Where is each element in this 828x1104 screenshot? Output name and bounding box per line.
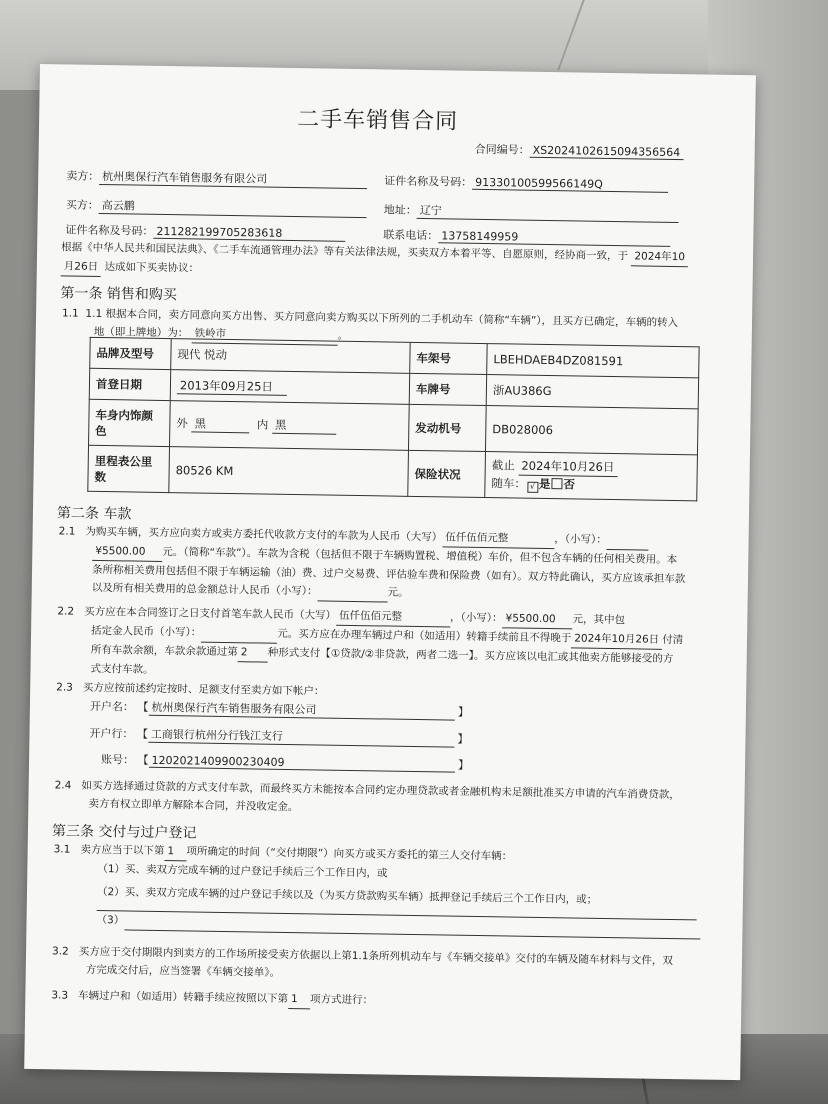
seller-cert-label: 证件名称及号码： xyxy=(384,174,473,189)
clause-text: 如买方选择通过贷款的方式支付车款，而最终买方未能按本合同约定办理贷款或者金融机构未足额批准买方申请的汽车消费贷款， xyxy=(81,779,680,802)
clause-3-1 xyxy=(53,840,512,884)
clause-text: 。 xyxy=(337,329,349,342)
seller-row xyxy=(66,167,367,189)
vin-label: 车架号 xyxy=(410,342,487,374)
seller-cert-row xyxy=(384,172,668,192)
clause-item: （2）买、卖双方完成车辆的过户登记手续以及（为买方贷款购买车辆）抵押登记手续后三个工作日内，或； xyxy=(96,885,598,906)
mileage-value: 80526 KM xyxy=(169,447,409,497)
contract-paper xyxy=(24,64,756,1080)
reg-date-cell xyxy=(170,370,409,405)
final-payment-date: 2024年10月26日 xyxy=(571,629,662,649)
buyer-phone-label: 联系电话： xyxy=(383,228,439,243)
clause-number: 2.3 xyxy=(56,681,74,694)
clause-text: 为购买车辆，买方应向卖方或卖方委托代收款方支付的车款为人民币（大写） xyxy=(85,525,443,544)
bracket: 【 xyxy=(137,700,149,714)
exterior-label: 外 xyxy=(176,416,188,431)
clause-3-1-item-2 xyxy=(53,882,597,909)
clause-number: 2.2 xyxy=(57,605,75,618)
clause-text: 1.1 根据本合同，卖方同意向买方出售、买方同意向卖方购买以下所列的二手机动车（简称“车辆”），且买方已确定，车辆的转入 xyxy=(85,307,679,330)
clause-text: 括定金人民币（小写）： xyxy=(91,624,202,639)
article-1-heading: 第一条 销售和购买 xyxy=(60,285,177,304)
preamble-text: 达成如下买卖协议： xyxy=(104,261,200,275)
clause-item: （3） xyxy=(96,913,125,927)
clause-text: 付清 xyxy=(662,633,684,647)
clause-2-4 xyxy=(54,776,680,822)
clause-text: 卖方应当于以下第 xyxy=(80,843,165,858)
brand-label: 品牌及型号 xyxy=(90,337,171,369)
blank-line xyxy=(124,911,700,939)
clause-text: ，（小写）： xyxy=(449,611,503,625)
clause-3-3 xyxy=(51,986,373,1010)
engine-label: 发动机号 xyxy=(408,404,486,451)
first-payment-uppercase: 伍仟伍佰元整 xyxy=(336,607,450,628)
clause-text: 元，其中包 xyxy=(572,613,626,627)
clause-text: ，（小写）： xyxy=(554,533,607,546)
account-number-row xyxy=(101,751,469,773)
mileage-label: 里程表公里数 xyxy=(88,445,170,492)
exterior-color: 黑 xyxy=(191,415,249,433)
first-payment-small: ¥5500.00 xyxy=(502,609,572,629)
blank-line xyxy=(607,531,649,551)
buyer-address-value: 辽宁 xyxy=(417,202,679,223)
insurance-follow-label: 随车： xyxy=(491,476,527,491)
contract-number xyxy=(475,141,684,160)
buyer-phone-value: 13758149959 xyxy=(438,229,670,247)
plate-label: 车牌号 xyxy=(409,373,486,405)
clause-text: 项所确定的时间（“交付期限”）向买方或买方委托的第三人交付车辆： xyxy=(186,845,513,863)
clause-text: 种形式支付【①贷款/②非贷款，两者二选一】。买方应该以电汇或其他卖方能够接受的方 xyxy=(267,646,674,666)
interior-label: 内 xyxy=(256,417,269,432)
document-title: 二手车销售合同 xyxy=(296,107,459,135)
insurance-label: 保险状况 xyxy=(408,450,486,497)
buyer-address-label: 地址： xyxy=(383,203,417,217)
clause-text: 以及所有相关费用的总金额总计人民币（小写）： xyxy=(91,581,318,598)
vehicle-info-table xyxy=(87,337,699,502)
clause-number: 3.1 xyxy=(53,843,71,856)
account-bank-label: 开户行： xyxy=(89,726,134,741)
reg-date-value: 2013年09月25日 xyxy=(177,377,287,396)
transfer-place: 铁岭市 xyxy=(191,324,337,345)
clause-text: 条所称相关费用包括但不限于车辆运输（油）费、过户交易费、评估验车费和保险费（如有）。双方特此确认，买方应该承担车款 xyxy=(91,563,686,586)
account-name-value: 杭州奥保行汽车销售服务有限公司 xyxy=(148,699,454,721)
clause-text: 式支付车款。 xyxy=(90,662,154,676)
interior-color: 黑 xyxy=(272,417,336,435)
clause-text: 买方应在本合同签订之日支付首笔车款人民币（大写） xyxy=(84,605,337,622)
bracket: 】 xyxy=(457,732,469,746)
bracket: 【 xyxy=(136,727,149,741)
account-bank-row xyxy=(89,725,468,748)
clause-text: 项方式进行： xyxy=(309,993,374,1007)
clause-text: 地（即上牌地）为： xyxy=(93,325,189,340)
account-number-label: 账号： xyxy=(100,753,135,767)
seller-label: 卖方： xyxy=(66,169,100,183)
seller-cert-value: 91330100599566149Q xyxy=(472,176,668,193)
reg-date-label: 首登日期 xyxy=(89,368,170,400)
preamble-date: 2024年10 xyxy=(631,247,688,267)
clause-text: 买方应按前述约定按时、足额支付至卖方如下帐户： xyxy=(82,681,325,698)
clause-number: 2.1 xyxy=(58,525,76,538)
clause-text: 所有车款余额，车款余款通过第 xyxy=(90,643,238,659)
clause-number: 2.4 xyxy=(54,779,72,792)
color-label: 车身内饰颜色 xyxy=(89,399,171,446)
contract-number-value: XS2024102615094356564 xyxy=(530,144,684,160)
clause-3-2 xyxy=(52,942,673,988)
account-number-value: 1202021409900230409 xyxy=(148,754,454,773)
bracket: 【 xyxy=(137,753,149,767)
clause-text: 元。 xyxy=(387,586,409,599)
article-2-heading: 第二条 车款 xyxy=(56,505,132,523)
buyer-name: 高云鹏 xyxy=(99,197,367,218)
article-3-heading: 第三条 交付与过户登记 xyxy=(51,823,197,842)
clause-text: 方完成交付后，应当签署《车辆交接单》。 xyxy=(85,963,281,979)
vin-value: LBEHDAEB4DZ081591 xyxy=(487,344,699,378)
bracket: 】 xyxy=(457,705,469,719)
yes-label: 是 xyxy=(538,476,551,492)
insurance-cell xyxy=(485,452,698,501)
contract-number-label: 合同编号： xyxy=(474,142,530,157)
clause-text: 车辆过户和（如适用）转籍手续应按照以下第 xyxy=(77,989,289,1006)
price-small: ¥5500.00 xyxy=(92,542,162,562)
clause-2-1 xyxy=(58,522,686,607)
clause-number: 3.2 xyxy=(51,945,69,958)
no-label: 否 xyxy=(563,477,576,492)
clause-text: 元。（简称“车款”）。车款为含税（包括但不限于车辆购置税、增值税）车价，但不包含车辆的任何相关费用。本 xyxy=(162,545,678,567)
insurance-until: 2024年10月26日 xyxy=(518,458,617,478)
transfer-option-number: 1 xyxy=(288,990,310,1009)
table-row xyxy=(88,445,698,501)
buyer-cert-value: 211282199705283618 xyxy=(153,225,345,242)
buyer-row xyxy=(66,196,367,218)
clause-item: （1）买、卖双方完成车辆的过户登记手续后三个工作日内，或 xyxy=(97,863,388,880)
clause-2-2 xyxy=(56,602,683,687)
plate-value: 浙AU386G xyxy=(486,375,698,409)
account-name-row xyxy=(90,698,469,721)
no-checkbox xyxy=(551,478,562,489)
account-bank-value: 工商银行杭州分行钱江支行 xyxy=(148,726,454,748)
buyer-address-row xyxy=(384,201,679,223)
preamble-date: 月26日 xyxy=(61,257,102,277)
clause-text: 卖方有权立即单方解除本合同，并没收定金。 xyxy=(88,797,299,814)
delivery-option-number: 1 xyxy=(164,842,186,861)
clause-number: 3.3 xyxy=(51,989,69,1002)
seller-name: 杭州奥保行汽车销售服务有限公司 xyxy=(99,168,367,189)
price-uppercase: 伍仟伍佰元整 xyxy=(442,528,554,549)
brand-value: 现代 悦动 xyxy=(171,339,410,374)
buyer-label: 买方： xyxy=(65,198,99,212)
clause-3-1-item-3 xyxy=(52,910,700,939)
yes-checkbox-checked: √ xyxy=(527,482,538,493)
engine-value: DB028006 xyxy=(485,406,698,455)
preamble-text: 根据《中华人民共和国民法典》、《二手车流通管理办法》等有关法律法规，买卖双方本着平等、自愿原则，经协商一致，于 xyxy=(61,241,629,263)
clause-text: 元。买方应在办理车辆过户和（如适用）转籍手续前且不得晚于 xyxy=(277,627,572,645)
blank-line xyxy=(317,582,387,602)
color-cell xyxy=(170,401,410,451)
clause-number: 1.1 xyxy=(61,307,79,320)
clause-text: 买方应于交付期限内到卖方的工作场所接受卖方依据以上第1.1条所列机动车与《车辆交接单》交付的车辆及随车材料与文件，双 xyxy=(78,945,674,968)
blank-line xyxy=(201,624,277,644)
insurance-until-label: 截止 xyxy=(491,458,515,473)
bracket: 】 xyxy=(457,758,470,772)
buyer-cert-label: 证件名称及号码： xyxy=(65,223,154,238)
account-name-label: 开户名： xyxy=(89,699,135,714)
payment-method-number: 2 xyxy=(238,643,268,662)
